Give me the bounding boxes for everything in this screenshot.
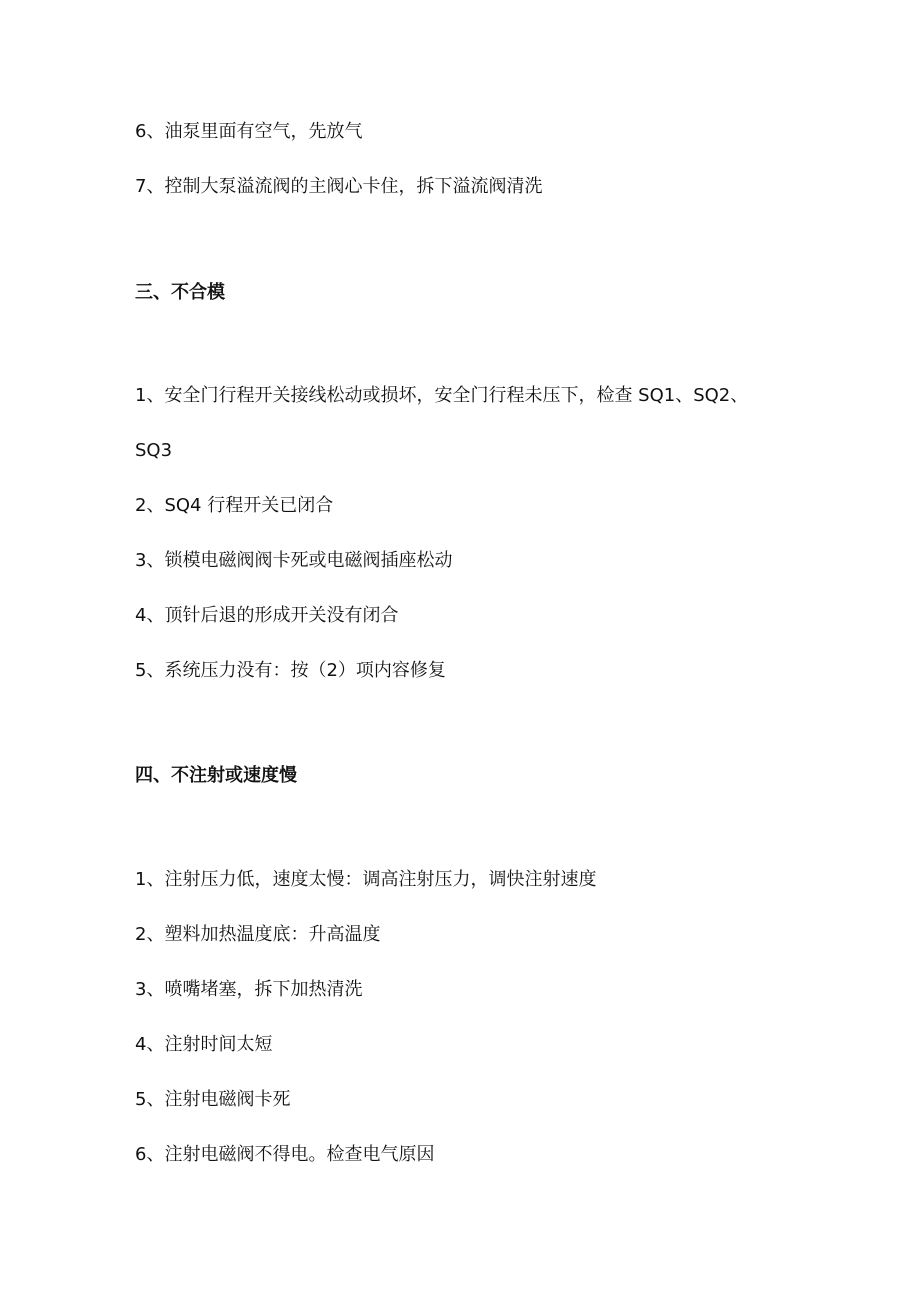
list-item: 3、锁模电磁阀阀卡死或电磁阀插座松动 (135, 550, 453, 571)
list-item: 2、塑料加热温度底：升高温度 (135, 924, 381, 945)
list-item: 6、油泵里面有空气，先放气 (135, 121, 363, 142)
list-item: 4、顶针后退的形成开关没有闭合 (135, 605, 399, 626)
list-item: 2、SQ4 行程开关已闭合 (135, 495, 334, 516)
list-item: 5、系统压力没有：按（2）项内容修复 (135, 660, 446, 681)
section-heading-4: 四、不注射或速度慢 (135, 765, 297, 786)
list-item: 7、控制大泵溢流阀的主阀心卡住，拆下溢流阀清洗 (135, 176, 543, 197)
section-heading-3: 三、不合模 (135, 282, 225, 303)
list-item: 1、注射压力低，速度太慢：调高注射压力，调快注射速度 (135, 869, 597, 890)
list-item: 4、注射时间太短 (135, 1034, 273, 1055)
list-item: 3、喷嘴堵塞，拆下加热清洗 (135, 979, 363, 1000)
list-item: 5、注射电磁阀卡死 (135, 1089, 291, 1110)
list-item: 1、安全门行程开关接线松动或损坏，安全门行程未压下，检查 SQ1、SQ2、 (135, 385, 749, 406)
list-item-continuation: SQ3 (135, 440, 173, 461)
list-item: 6、注射电磁阀不得电。检查电气原因 (135, 1144, 435, 1165)
